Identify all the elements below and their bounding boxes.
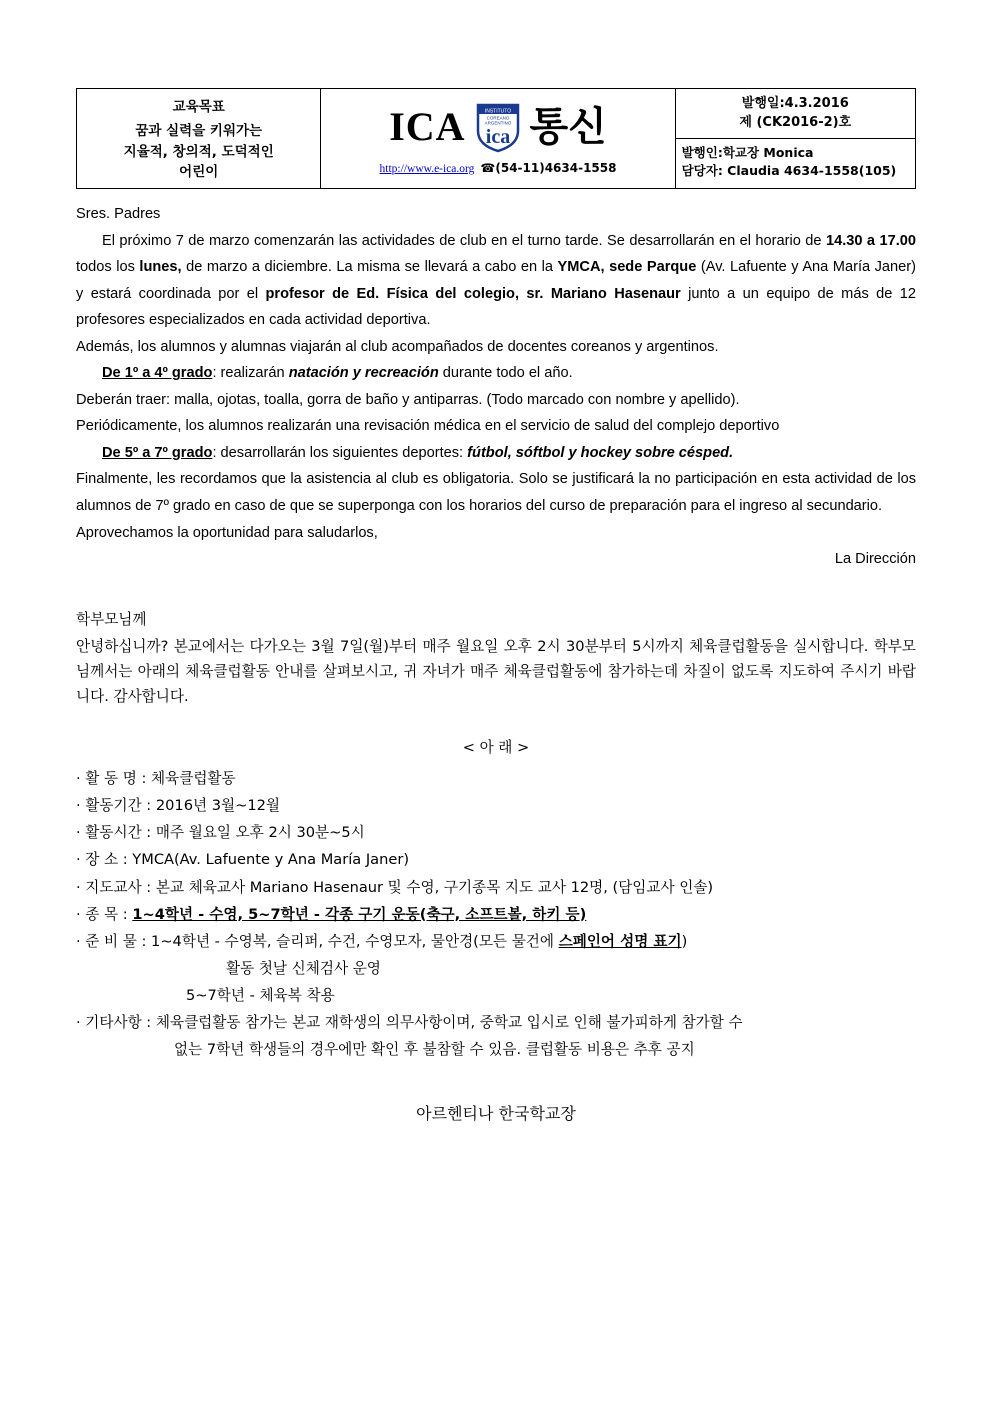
issue-top [676, 89, 915, 139]
spanish-paragraph-4: Deberán traer: malla, ojotas, toalla, gorra de baño y antiparras. (Todo marcado con nombre y apellido). [76, 391, 740, 408]
spanish-paragraph-2: Además, los alumnos y alumnas viajarán al club acompañados de docentes coreanos y argentinos. [76, 338, 719, 355]
education-goal-cell [77, 89, 321, 188]
p3-part-b: : realizarán [212, 365, 289, 382]
svg-text:INSTITUTO: INSTITUTO [484, 108, 511, 115]
list-item: · 활 동 명 : 체육클럽활동 [76, 770, 236, 788]
issue-number: 제 (CK2016-2)호 [739, 114, 852, 130]
issue-date: 발행일:4.3.2016 [741, 96, 849, 111]
supplies-sub-line-1: 활동 첫날 신체검사 운영 [226, 959, 381, 977]
list-item-supplies [76, 929, 916, 954]
other-part-b: 없는 7학년 학생들의 경우에만 확인 후 불참할 수 있음. 클럽활동 비용은 추후 공지 [174, 1041, 695, 1059]
list-item: · 지도교사 : 본교 체육교사 Mariano Hasenaur 및 수영, 구기종목 지도 교사 12명, (담임교사 인솔) [76, 878, 714, 896]
contact-person: 담당자: Claudia 4634-1558(105) [681, 162, 897, 178]
supplies-emphasis: 스페인어 성명 표기 [558, 932, 682, 950]
supplies-label: · 준 비 물 : [76, 932, 152, 950]
subject-value: 1~4학년 - 수영, 5~7학년 - 각종 구기 운동(축구, 소프트볼, 하키 등) [132, 905, 587, 923]
contact-line [325, 161, 670, 175]
list-item: · 장 소 : YMCA(Av. Lafuente y Ana María Janer) [76, 851, 410, 869]
education-goal-line-1: 꿈과 실력을 키워가는 [135, 123, 263, 140]
p6-sports: fútbol, sóftbol y hockey sobre césped. [467, 444, 734, 461]
p1-coordinator: profesor de Ed. Física del colegio, sr. Mariano Hasenaur [265, 285, 681, 302]
list-item: · 활동시간 : 매주 월요일 오후 2시 30분~5시 [76, 824, 365, 842]
korean-greeting: 학부모님께 [76, 610, 147, 628]
ica-logo-icon [474, 101, 522, 153]
p3-part-d: durante todo el año. [438, 365, 573, 382]
list-item: · 활동기간 : 2016년 3월~12월 [76, 797, 281, 815]
p1-part-e: de marzo a diciembre. La misma se llevará a cabo en la [181, 259, 558, 276]
supplies-sub-line-2: 5~7학년 - 체육복 착용 [186, 986, 335, 1004]
spanish-paragraph-8: Aprovechamos la oportunidad para saludarlos, [76, 524, 378, 541]
list-item-subjects [76, 902, 916, 927]
p1-time: 14.30 a 17.00 [825, 232, 916, 249]
issue-bottom [676, 139, 915, 184]
masthead-cell [321, 89, 675, 188]
p3-activity: natación y recreación [288, 365, 439, 382]
p1-part-c: todos los [76, 259, 140, 276]
school-phone: ☎(54-11)4634-1558 [480, 161, 617, 175]
p1-part-g: (Av. Lafuente y Ana María Janer) y estará coordinada por el [76, 259, 917, 302]
issue-info-cell [676, 89, 915, 188]
korean-detail-list [76, 766, 916, 1062]
letterhead [76, 88, 916, 189]
p1-part-i: junto a un equipo de más de 12 profesores especializados en cada actividad deportiva. [76, 285, 916, 329]
korean-signature: 아르헨티나 한국학교장 [416, 1104, 576, 1124]
education-goal-line-3: 어린이 [179, 163, 219, 180]
spanish-salutation: Sres. Padres [76, 206, 161, 222]
p6-grades: De 5º a 7º grado [102, 444, 213, 461]
spanish-paragraph-5: Periódicamente, los alumnos realizarán una revisación médica en el servicio de salud del complejo deportivo [76, 418, 780, 435]
korean-intro: 안녕하십니까? 본교에서는 다가오는 3월 7일(월)부터 매주 월요일 오후 2시 30분부터 5시까지 체육클럽활동을 실시합니다. 학부모님께서는 아래의 체육클럽활동 안내를 살펴보시고, 귀 자녀가 매주 체육클럽활동에 참가하는데 차질이 없도록 지도하여 주시기 바랍니다. 감사합니다. [76, 637, 916, 705]
p3-grades: De 1º a 4º grado [102, 365, 213, 382]
spanish-paragraph-7: Finalmente, les recordamos que la asistencia al club es obligatoria. Solo se justificará la no participación en esta actividad de los alumnos de 7º grado en caso de que se superponga con los horarios del curso de preparación para el ingreso al secundario. [76, 471, 916, 515]
p6-part-b: : desarrollarán los siguientes deportes: [212, 444, 468, 461]
svg-text:ARGENTINO: ARGENTINO [484, 120, 511, 126]
svg-text:COREANO: COREANO [486, 115, 509, 121]
tongsin-wordmark: 통신 [529, 104, 607, 150]
subject-label: · 종 목 : [76, 905, 133, 923]
supplies-part-c: ) [681, 932, 688, 950]
p1-part-a: El próximo 7 de marzo comenzarán las actividades de club en el turno tarde. Se desarrollarán en el horario de [102, 232, 826, 249]
other-part-a: 체육클럽활동 참가는 본교 재학생의 의무사항이며, 중학교 입시로 인해 불가피하게 참가할 수 [155, 1013, 743, 1031]
education-goal-title: 교육목표 [172, 99, 225, 115]
spanish-signature: La Dirección [834, 551, 916, 568]
p1-day: lunes, [139, 259, 182, 276]
ica-wordmark: ICA [389, 104, 466, 149]
svg-text:ica: ica [485, 126, 510, 148]
korean-below-marker: < 아 래 > [462, 739, 530, 757]
school-website-link[interactable]: http://www.e-ica.org [379, 163, 475, 175]
spanish-paragraph-1 [76, 228, 916, 334]
publisher: 발행인:학교장 Monica [681, 144, 814, 160]
p1-venue: YMCA, sede Parque [557, 259, 697, 276]
other-label: · 기타사항 : [76, 1013, 156, 1031]
spanish-body [76, 201, 916, 573]
korean-body [76, 607, 916, 1128]
list-item-other [76, 1010, 916, 1035]
supplies-part-a: 1~4학년 - 수영복, 슬리퍼, 수건, 수영모자, 물안경(모든 물건에 [151, 932, 559, 950]
spanish-paragraph-3 [76, 360, 916, 387]
education-goal-line-2: 지율적, 창의적, 도덕적인 [123, 143, 274, 160]
spanish-paragraph-6 [76, 440, 916, 467]
